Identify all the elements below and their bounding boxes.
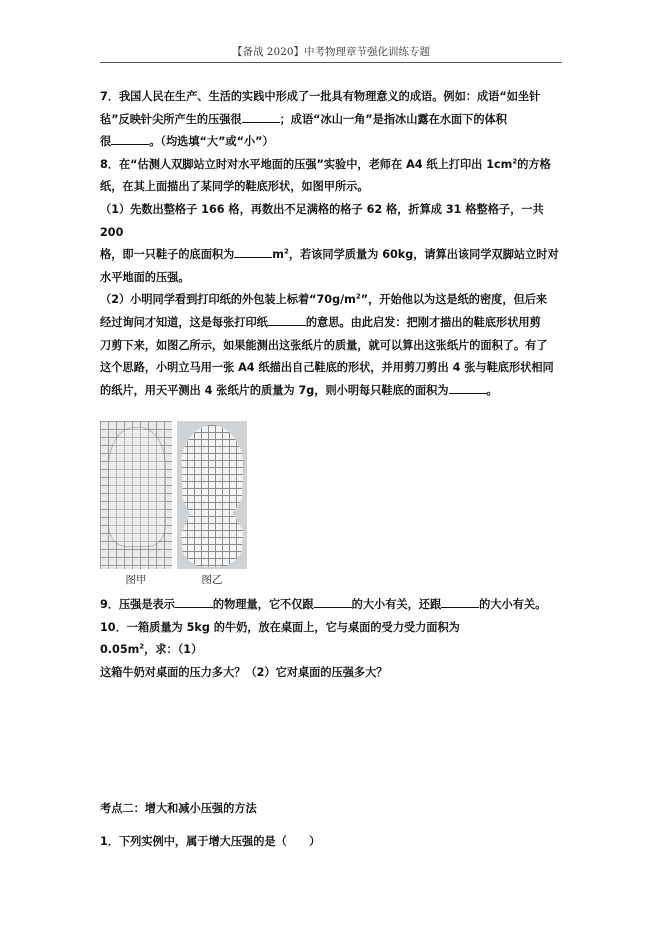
q10-line1 xyxy=(100,617,564,662)
q8-p2-text-5b: 。 xyxy=(486,383,498,397)
q9-text-a: 9．压强是表示 xyxy=(100,598,175,611)
q7-line1 xyxy=(100,86,564,109)
q8-p1-text-2a: 格，即一只鞋子的底面积为 xyxy=(100,248,235,262)
q7-text-1: 7．我国人民在生产、生活的实践中形成了一批具有物理意义的成语。例如：成语“如坐针 xyxy=(100,90,541,103)
q7-line2 xyxy=(100,109,564,132)
q8-text-2: 纸，在其上面描出了某同学的鞋底形状，如图甲所示。 xyxy=(100,180,369,194)
answer-blank[interactable] xyxy=(314,596,352,608)
q8-p1-text-1: （1）先数出整格子 166 格，再数出不足满格的格子 62 格，折算成 31 格整格子，一共 200 xyxy=(100,202,544,239)
figure-b-caption: 图乙 xyxy=(177,572,247,588)
page-header: 【备战 2020】中考物理章节强化训练专题 xyxy=(231,46,431,58)
q9-text-b: 的物理量，它不仅跟 xyxy=(212,598,314,611)
q7-text-2a: 毡”反映针尖所产生的压强很 xyxy=(100,112,242,126)
header-divider xyxy=(100,62,562,63)
figure-a-photo xyxy=(100,421,172,569)
q8-line1 xyxy=(100,154,564,177)
q8-text-1a: 8．在“估测人双脚站立时对水平地面的压强”实验中，老师在 A4 纸上打印出 1cm xyxy=(100,157,513,171)
section-2 xyxy=(100,798,564,853)
q10-text-1b: ，求：（1） xyxy=(144,643,203,657)
answer-blank[interactable] xyxy=(242,111,280,123)
q8-p2-text-1a: （2）小明同学看到打印纸的外包装上标着“70g/m xyxy=(100,293,356,307)
q8-part2-line5 xyxy=(100,380,564,403)
q8-part1-line2 xyxy=(100,244,564,267)
q8-p2-text-1b: ”，开始他以为这是纸的密度，但后来 xyxy=(360,293,548,307)
answer-blank[interactable] xyxy=(441,596,479,608)
q7-text-2b: ；成语“冰山一角”是指冰山露在水面下的体积 xyxy=(279,112,507,126)
q8-line2 xyxy=(100,176,564,199)
answer-blank[interactable] xyxy=(234,246,272,258)
q7-line3 xyxy=(100,131,564,154)
q8-p2-text-4: 这个思路，小明立马用一张 A4 纸描出自己鞋底的形状，并用剪刀剪出 4 张与鞋底形状相同 xyxy=(100,361,554,375)
q8-p1-text-2c: ，若该同学质量为 60kg，请算出该同学双脚站立时对 xyxy=(288,248,559,262)
q10-text-2: 这箱牛奶对桌面的压力多大？（2）它对桌面的压强多大？ xyxy=(100,665,388,679)
questions-lower xyxy=(100,594,564,684)
q8-part2-line2 xyxy=(100,312,564,335)
questions-upper xyxy=(100,86,564,402)
q7-text-3a: 很 xyxy=(100,135,112,149)
q8-part2-line3 xyxy=(100,335,564,358)
q8-part1-line1 xyxy=(100,199,564,244)
section-q1: 1．下列实例中，属于增大压强的是（ ） xyxy=(100,834,321,848)
shoe-figures xyxy=(100,421,250,591)
q8-p2-text-2a: 经过询问才知道，这是每张打印纸 xyxy=(100,315,268,329)
q8-p1-unit: m xyxy=(272,248,284,262)
q8-p2-text-2b: 的意思。由此启发：把刚才描出的鞋底形状用剪 xyxy=(305,315,541,329)
q8-p1-text-3: 水平地面的压强。 xyxy=(100,270,190,284)
paper-sole-cutout xyxy=(180,425,244,567)
q8-part2-line1 xyxy=(100,289,564,312)
q10-text-1a: 10．一箱质量为 5kg 的牛奶，放在桌面上，它与桌面的受力受力面积为 0.05m xyxy=(100,620,460,657)
q8-p2-text-3: 刀剪下来，如图乙所示，如果能测出这张纸片的质量，就可以算出这张纸片的面积了。有了 xyxy=(100,338,548,352)
figure-a-caption: 图甲 xyxy=(100,572,172,588)
answer-blank[interactable] xyxy=(175,596,213,608)
q8-part2-line4 xyxy=(100,357,564,380)
superscript: 2 xyxy=(512,157,518,166)
answer-blank[interactable] xyxy=(268,314,306,326)
q10-line2 xyxy=(100,662,564,685)
superscript: 2 xyxy=(355,292,361,301)
superscript: 2 xyxy=(283,247,289,256)
superscript: 2 xyxy=(139,642,145,651)
answer-blank[interactable] xyxy=(111,133,149,145)
q7-text-3b: 。（均选填“大”或“小”） xyxy=(149,135,274,149)
q9-text-d: 的大小有关。 xyxy=(479,598,547,611)
q9-text-c: 的大小有关，还跟 xyxy=(351,598,442,611)
shoe-outline xyxy=(108,427,166,547)
q9-line xyxy=(100,594,564,617)
section-title: 考点二：增大和减小压强的方法 xyxy=(100,802,257,815)
q8-p2-text-5a: 的纸片，用天平测出 4 张纸片的质量为 7g，则小明每只鞋底的面积为 xyxy=(100,383,449,397)
answer-blank[interactable] xyxy=(449,382,487,394)
figure-b-photo xyxy=(177,421,247,569)
q8-text-1b: 的方格 xyxy=(517,157,551,171)
q8-part1-line3 xyxy=(100,267,564,290)
